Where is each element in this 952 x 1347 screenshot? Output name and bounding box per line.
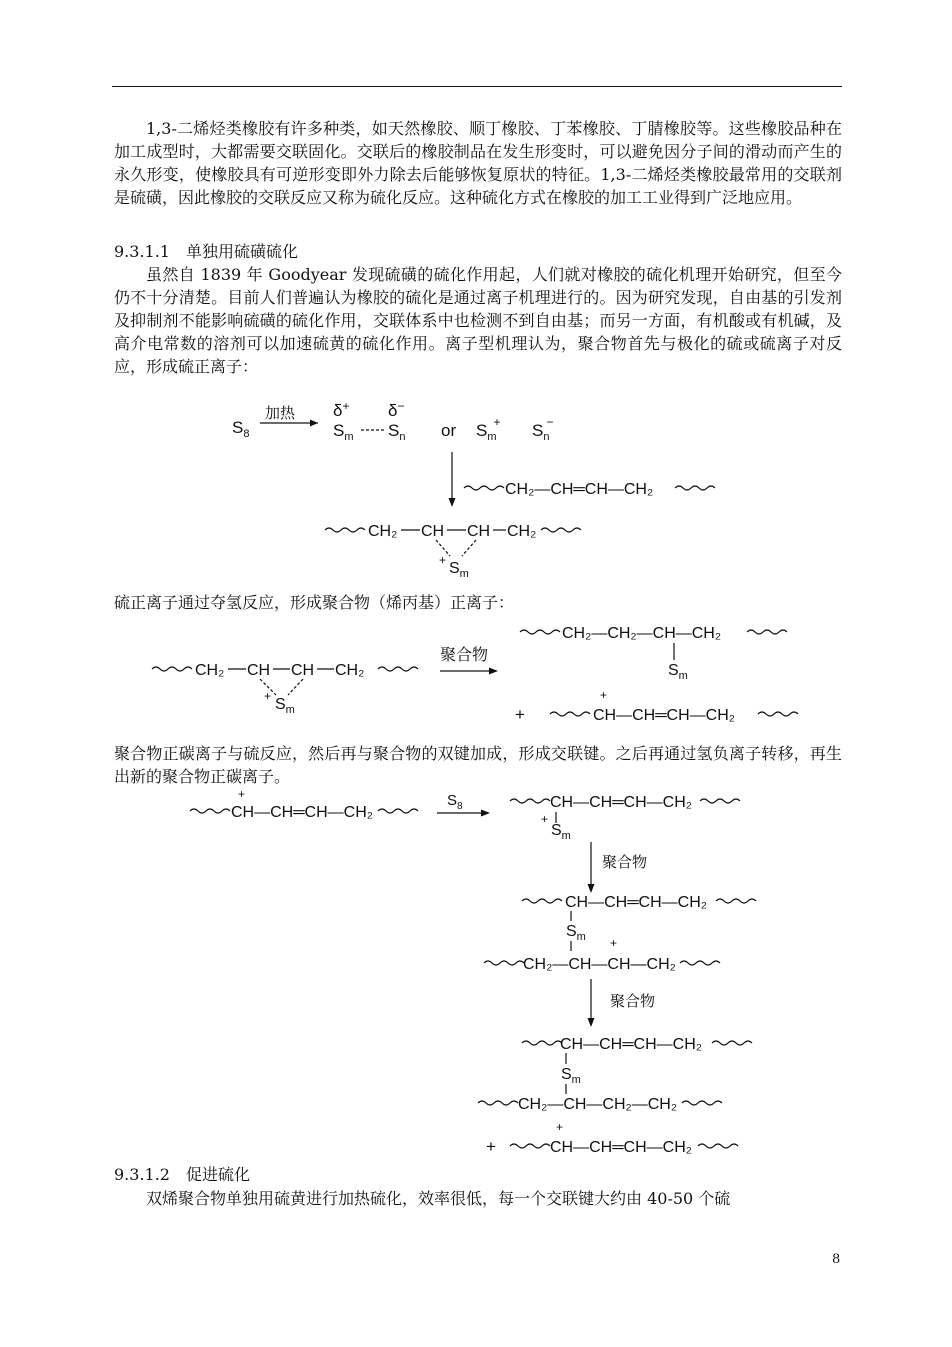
left-s: $S_m$ (275, 696, 295, 716)
wavy-bond (758, 712, 798, 716)
wavy-bond (712, 1041, 752, 1045)
paragraph-2-block (114, 263, 842, 378)
paragraph-5-block (114, 1187, 842, 1210)
dashed-bond (462, 540, 476, 556)
paragraph-2: 虽然自 1839 年 Goodyear 发现硫磺的硫化作用起，人们就对橡胶的硫化机理开始研究，但至今仍不十分清楚。目前人们普遍认为橡胶的硫化是通过离子机理进行的。因为研究发现，自由基的引发剂及抑制剂不能影响硫磺的硫化作用，交联体系中也检测不到自由基；而另一方面，有机酸或有机碱，及高介电常数的溶剂可以加速硫黄的硫化作用。离子型机理认为，聚合物首先与极化的硫或硫离子对反应，形成硫正离子： (114, 265, 842, 376)
wavy-bond (378, 809, 418, 813)
product-d-charge: + (556, 1120, 564, 1134)
wavy-bond (464, 486, 504, 490)
plus-sign: + (515, 705, 525, 724)
wavy-bond (682, 1101, 722, 1105)
or-label: or (441, 421, 457, 440)
dashed-bond (288, 679, 303, 695)
paragraph-1-block (114, 117, 842, 209)
wavy-bond (700, 799, 740, 803)
wavy-bond (747, 630, 787, 634)
paragraph-4: 聚合物正碳离子与硫反应，然后再与聚合物的双键加成，形成交联键。之后再通过氢负离子转移，再生出新的聚合物正碳离子。 (114, 744, 842, 786)
down-arrow-2-head (588, 884, 595, 893)
reactant-chain: CH—CH═CH—CH₂ (231, 804, 373, 821)
wavy-bond (675, 486, 715, 490)
wavy-bond (680, 961, 720, 965)
wavy-bond (325, 528, 365, 532)
product-c-bottom: CH₂—CH—CH₂—CH₂ (518, 1096, 678, 1113)
header-rule (112, 86, 842, 87)
wavy-bond (152, 667, 192, 671)
left-ch2-b: CH₂ (335, 662, 365, 679)
paragraph-4-block (114, 742, 842, 788)
reaction-scheme-2 (0, 615, 952, 740)
sm-label: $S_m$ (333, 421, 354, 443)
product-b-top: CH—CH═CH—CH₂ (565, 894, 707, 911)
wavy-bond (484, 961, 524, 965)
product-b-s: $S_m$ (566, 923, 586, 943)
cyclic-ch2-right: CH₂ (507, 523, 537, 540)
wavy-bond (190, 809, 230, 813)
product-a-chain: CH—CH═CH—CH₂ (550, 794, 692, 811)
wavy-bond (510, 1144, 550, 1148)
s8-arrow-label: $S_8$ (447, 792, 463, 812)
cyclic-ch-2: CH (467, 523, 491, 540)
product-1-s: $S_m$ (668, 662, 688, 682)
product-a-s: $S_m$ (551, 822, 571, 842)
product-c-s: $S_m$ (561, 1066, 581, 1086)
product-b-charge: + (610, 936, 618, 950)
sn-label: $S_n$ (388, 421, 406, 443)
heat-label: 加热 (265, 404, 296, 422)
page-number: 8 (832, 1252, 841, 1267)
polymer-label-3: 聚合物 (610, 992, 656, 1010)
polymer-arrow-label: 聚合物 (440, 645, 489, 664)
wavy-bond (698, 1144, 738, 1148)
wavy-bond (520, 630, 560, 634)
plus-sign-3: + (486, 1137, 496, 1156)
wavy-bond (716, 899, 756, 903)
product-1-chain: CH₂—CH₂—CH—CH₂ (562, 625, 722, 642)
cyclic-plus: + (439, 553, 447, 567)
reaction-arrow-2-head (489, 668, 498, 675)
section-2-heading: 9.3.1.2 促进硫化 (114, 1165, 250, 1184)
paragraph-3-block (114, 591, 842, 614)
polymer-chain: CH₂—CH═CH—CH₂ (505, 481, 654, 498)
left-plus: + (264, 689, 272, 703)
wavy-bond (510, 799, 550, 803)
left-ch2-a: CH₂ (195, 662, 225, 679)
heat-arrow-head (310, 420, 318, 427)
reaction-scheme-1 (0, 390, 952, 590)
down-arrow-1-head (449, 498, 456, 507)
cyclic-ch-1: CH (421, 523, 445, 540)
product-2-charge: + (600, 688, 608, 702)
product-c-top: CH—CH═CH—CH₂ (560, 1036, 702, 1053)
wavy-bond (522, 899, 562, 903)
left-ch-a: CH (247, 662, 271, 679)
reaction-scheme-3 (0, 785, 952, 1170)
left-ch-b: CH (291, 662, 315, 679)
cyclic-ch2-left: CH₂ (368, 523, 398, 540)
wavy-bond (522, 1041, 562, 1045)
product-d-chain: CH—CH═CH—CH₂ (550, 1139, 692, 1156)
s8-label: $S_8$ (232, 418, 250, 440)
product-a-plus: + (541, 812, 549, 826)
sm-cation: $S_m+$ (476, 415, 501, 443)
wavy-bond (478, 1101, 518, 1105)
paragraph-5: 双烯聚合物单独用硫黄进行加热硫化，效率很低，每一个交联键大约由 40-50 个硫 (146, 1189, 731, 1208)
paragraph-3: 硫正离子通过夺氢反应，形成聚合物（烯丙基）正离子： (114, 593, 515, 612)
delta-minus: δ− (388, 399, 405, 420)
wavy-bond (378, 667, 418, 671)
delta-plus: δ+ (333, 399, 350, 420)
polymer-label-2: 聚合物 (602, 853, 648, 871)
wavy-bond (550, 712, 590, 716)
product-b-bottom: CH₂—CH—CH—CH₂ (523, 956, 676, 973)
paragraph-1: 1,3-二烯烃类橡胶有许多种类，如天然橡胶、顺丁橡胶、丁苯橡胶、丁腈橡胶等。这些橡胶品种在加工成型时，大都需要交联固化。交联后的橡胶制品在发生形变时，可以避免因分子间的滑动而产生的永久形变，使橡胶具有可逆形变即外力除去后能够恢复原状的特征。1,3-二烯烃类橡胶最常用的交联剂是硫磺，因此橡胶的交联反应又称为硫化反应。这种硫化方式在橡胶的加工工业得到广泛地应用。 (114, 119, 842, 207)
section-1-heading: 9.3.1.1 单独用硫磺硫化 (114, 242, 298, 261)
sn-anion: $S_n-$ (532, 415, 554, 443)
cyclic-s: $S_m$ (449, 560, 469, 580)
reactant-charge: + (238, 787, 246, 801)
wavy-bond (541, 528, 581, 532)
down-arrow-3-head (588, 1018, 595, 1027)
product-2-chain: CH—CH═CH—CH₂ (593, 707, 735, 724)
s8-arrow-head (481, 810, 490, 817)
